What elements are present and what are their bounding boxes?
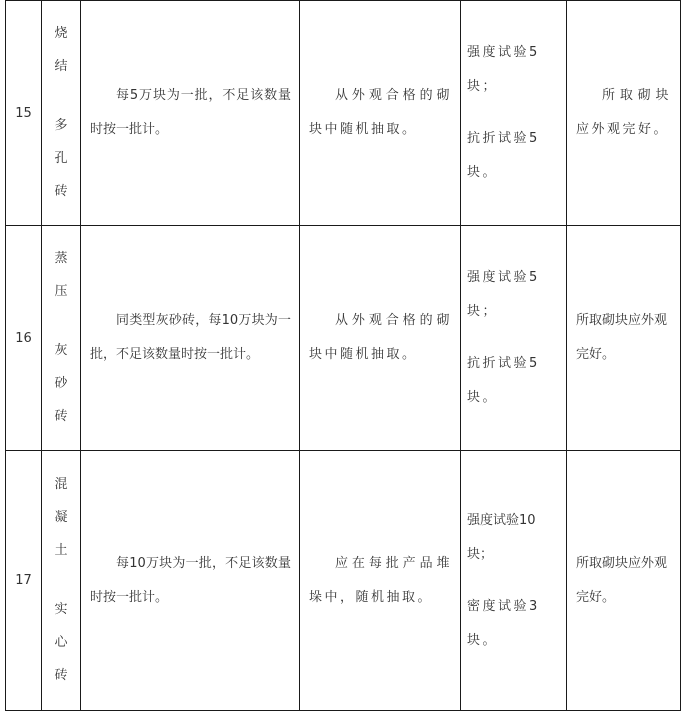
sample-requirement [567,451,681,711]
material-name-char: 烧 [54,26,68,41]
material-name [42,451,81,711]
sampling-method-text: 从外观合格的砌块中随机抽取。 [309,313,452,362]
sampling-method-text: 应在每批产品堆垛中，随机抽取。 [309,555,452,605]
row-number [6,226,42,451]
material-name-char: 砂 [54,376,68,391]
sample-requirement-text: 所取砌块应外观完好。 [576,88,671,137]
sample-requirement-text: 所取砌块应外观完好。 [576,555,668,605]
sampling-method-text: 从外观合格的砌块中随机抽取。 [309,88,452,137]
test-line-2: 密度试验3块。 [467,598,540,648]
material-name-char: 结 [54,59,68,74]
test-line-1: 强度试验5块； [467,45,540,94]
row-number-text: 17 [15,573,32,588]
table-row [6,1,681,226]
row-number [6,451,42,711]
material-name-vertical [42,25,80,201]
test-line-2: 抗折试验5块。 [467,131,540,180]
lot-rule [81,226,300,451]
test-quantity [461,226,567,451]
material-name-char: 多 [54,118,68,133]
material-name [42,226,81,451]
sampling-method [300,226,461,451]
table-row [6,226,681,451]
row-number-text: 15 [15,105,32,121]
test-quantity [461,1,567,226]
material-name-char: 凝 [54,510,68,525]
material-name-vertical [42,476,80,685]
row-number-text: 16 [15,330,32,346]
material-name-char: 蒸 [54,251,68,266]
lot-rule [81,451,300,711]
material-name-char: 心 [54,635,68,650]
sampling-method [300,1,461,226]
lot-rule-text: 同类型灰砂砖，每10万块为一批，不足该数量时按一批计。 [90,313,291,362]
sample-requirement-text: 所取砌块应外观完好。 [576,313,668,362]
sample-requirement [567,226,681,451]
material-name-char: 砖 [54,184,68,199]
material-name-char: 压 [54,284,68,299]
table-row [6,451,681,711]
material-name-char: 砖 [54,668,68,683]
lot-rule [81,1,300,226]
test-quantity [461,451,567,711]
lot-rule-text: 每5万块为一批，不足该数量时按一批计。 [90,88,291,137]
material-name-char: 土 [54,543,68,558]
material-name-char: 砖 [54,409,68,424]
test-line-1: 强度试验10块； [467,512,536,562]
material-name-char: 灰 [54,343,68,358]
lot-rule-text: 每10万块为一批，不足该数量时按一批计。 [90,555,291,605]
row-number [6,1,42,226]
material-name-char: 实 [54,602,68,617]
sample-requirement [567,1,681,226]
sampling-method [300,451,461,711]
test-line-2: 抗折试验5块。 [467,356,540,405]
material-name-char: 孔 [54,151,68,166]
material-name [42,1,81,226]
sampling-spec-table [5,0,681,711]
material-name-vertical [42,250,80,426]
test-line-1: 强度试验5块； [467,270,540,319]
material-name-char: 混 [54,477,68,492]
